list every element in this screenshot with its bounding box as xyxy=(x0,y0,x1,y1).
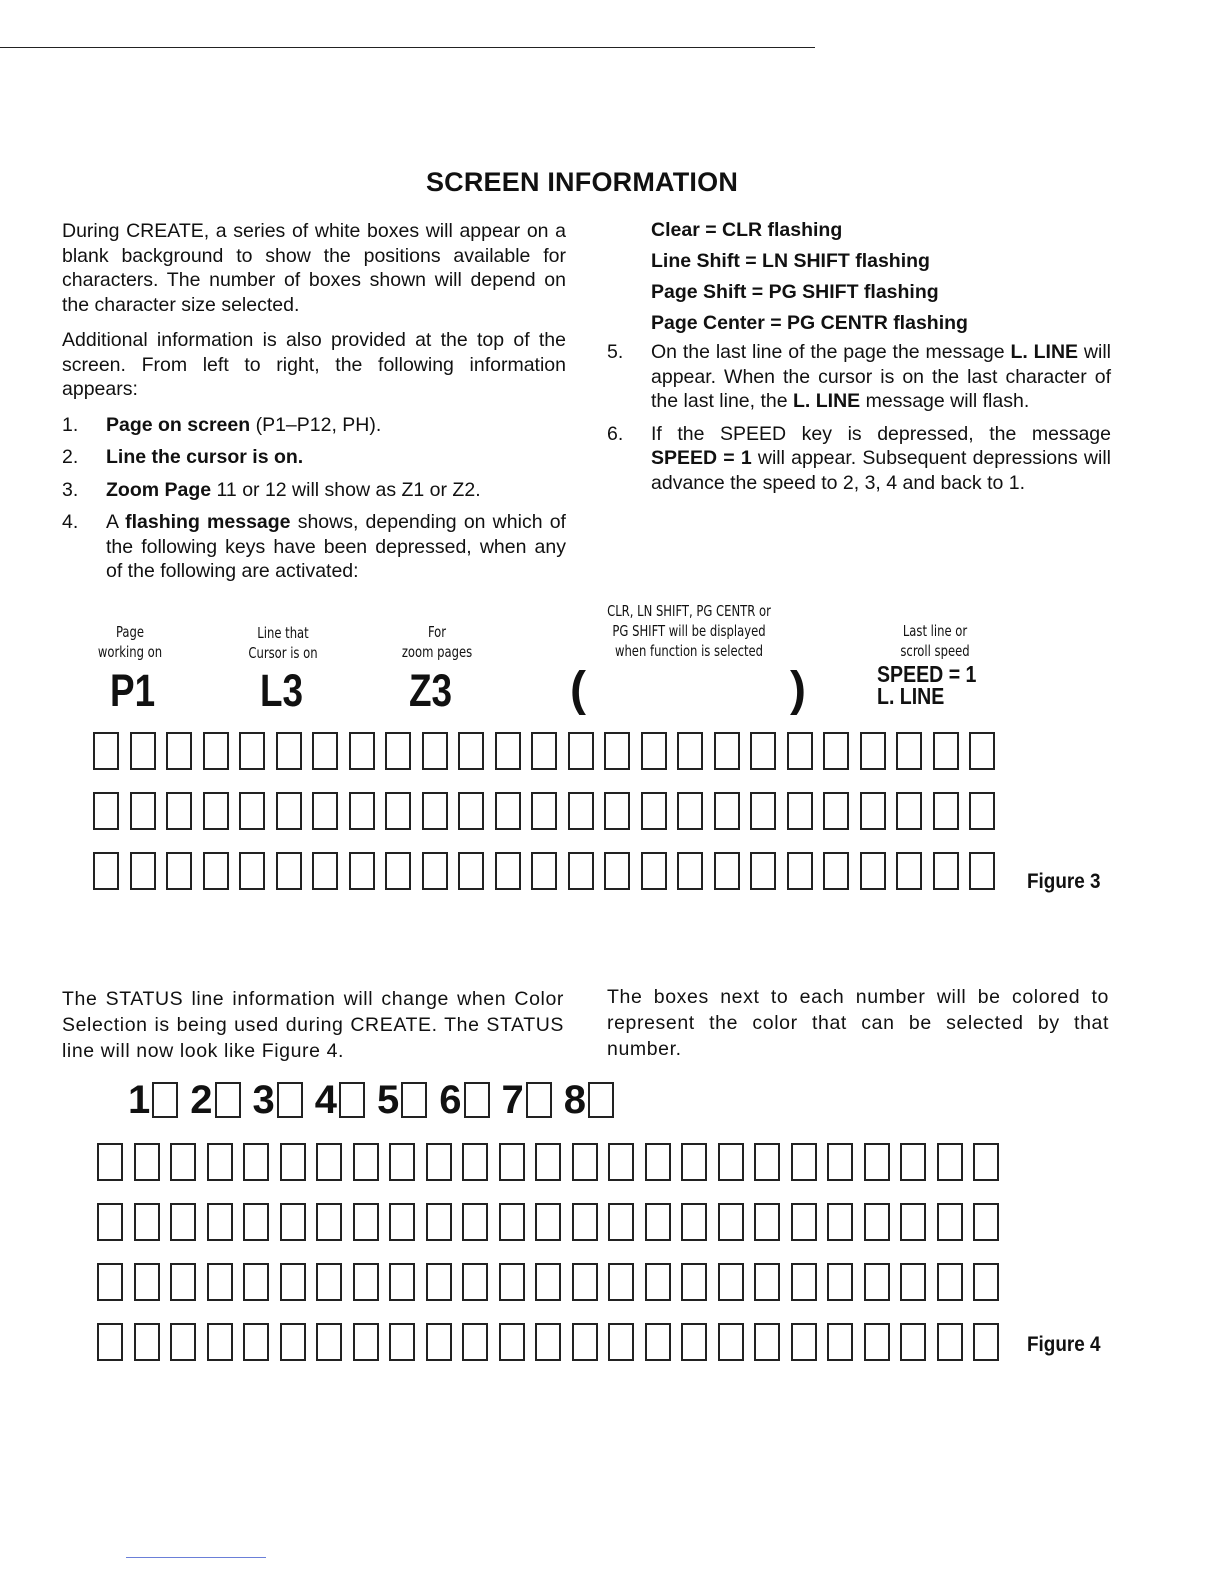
character-position-box xyxy=(243,1263,269,1301)
character-box-row xyxy=(93,732,1006,770)
character-position-box xyxy=(97,1263,123,1301)
character-position-box xyxy=(499,1143,525,1181)
character-position-box xyxy=(750,732,776,770)
character-position-box xyxy=(134,1203,160,1241)
character-box-row xyxy=(97,1323,1010,1361)
character-position-box xyxy=(641,792,667,830)
character-position-box xyxy=(608,1203,634,1241)
color-slot: 6 xyxy=(439,1078,489,1122)
last-line-indicator: L. LINE xyxy=(877,683,945,709)
character-position-box xyxy=(531,732,557,770)
speed-indicator: SPEED = 1 xyxy=(877,661,977,687)
top-rule xyxy=(0,47,815,48)
page-title: SCREEN INFORMATION xyxy=(425,167,739,197)
character-position-box xyxy=(969,852,995,890)
character-position-box xyxy=(681,1143,707,1181)
character-position-box xyxy=(896,732,922,770)
character-position-box xyxy=(681,1323,707,1361)
character-position-box xyxy=(389,1323,415,1361)
character-position-box xyxy=(239,732,265,770)
open-paren: ( xyxy=(570,663,586,716)
character-position-box xyxy=(969,792,995,830)
info-list xyxy=(62,413,566,584)
character-position-box xyxy=(462,1263,488,1301)
character-position-box xyxy=(572,1203,598,1241)
character-position-box xyxy=(641,852,667,890)
character-position-box xyxy=(718,1323,744,1361)
character-position-box xyxy=(499,1263,525,1301)
character-position-box xyxy=(754,1263,780,1301)
character-position-box xyxy=(787,792,813,830)
character-position-box xyxy=(677,852,703,890)
character-position-box xyxy=(827,1323,853,1361)
character-position-box xyxy=(860,852,886,890)
character-position-box xyxy=(93,732,119,770)
character-position-box xyxy=(754,1203,780,1241)
list-item: 1. Page on screen (P1–P12, PH). xyxy=(62,413,382,436)
character-box-row xyxy=(97,1143,1010,1181)
character-position-box xyxy=(969,732,995,770)
character-position-box xyxy=(531,852,557,890)
color-slot: 1 xyxy=(128,1078,178,1122)
character-box-row xyxy=(93,852,1006,890)
character-position-box xyxy=(207,1263,233,1301)
character-position-box xyxy=(389,1143,415,1181)
character-position-box xyxy=(827,1203,853,1241)
character-position-box xyxy=(608,1143,634,1181)
character-position-box xyxy=(243,1143,269,1181)
definition-clear: Clear = CLR flashing xyxy=(651,219,843,241)
character-position-box xyxy=(426,1263,452,1301)
figure-3-label: Figure 3 xyxy=(1027,870,1101,893)
character-position-box xyxy=(641,732,667,770)
character-position-box xyxy=(134,1143,160,1181)
list-item: 2. Line the cursor is on. xyxy=(62,446,304,468)
character-position-box xyxy=(276,732,302,770)
character-position-box xyxy=(499,1203,525,1241)
color-swatch xyxy=(339,1082,365,1118)
character-position-box xyxy=(458,792,484,830)
character-position-box xyxy=(495,792,521,830)
character-position-box xyxy=(495,852,521,890)
character-position-box xyxy=(499,1323,525,1361)
character-position-box xyxy=(900,1323,926,1361)
character-position-box xyxy=(389,1263,415,1301)
character-position-box xyxy=(718,1143,744,1181)
list-item: 3. Zoom Page 11 or 12 will show as Z1 or Z2. xyxy=(62,478,481,501)
character-position-box xyxy=(312,852,338,890)
character-position-box xyxy=(203,732,229,770)
character-position-box xyxy=(787,732,813,770)
character-position-box xyxy=(166,792,192,830)
character-position-box xyxy=(316,1143,342,1181)
color-swatch xyxy=(152,1082,178,1118)
character-position-box xyxy=(207,1143,233,1181)
zoom-indicator: Z3 xyxy=(409,665,453,716)
character-position-box xyxy=(900,1203,926,1241)
character-position-box xyxy=(933,852,959,890)
close-paren: ) xyxy=(790,663,806,716)
figure-4-label: Figure 4 xyxy=(1027,1333,1101,1356)
character-position-box xyxy=(280,1203,306,1241)
character-position-box xyxy=(791,1323,817,1361)
character-position-box xyxy=(827,1263,853,1301)
caption-zoom: For zoom pages xyxy=(401,623,473,661)
character-position-box xyxy=(754,1323,780,1361)
character-position-box xyxy=(608,1263,634,1301)
character-position-box xyxy=(422,732,448,770)
character-position-box xyxy=(645,1263,671,1301)
character-position-box xyxy=(572,1263,598,1301)
character-position-box xyxy=(681,1203,707,1241)
color-swatch xyxy=(526,1082,552,1118)
character-position-box xyxy=(349,792,375,830)
character-position-box xyxy=(973,1323,999,1361)
character-position-box xyxy=(495,732,521,770)
character-position-box xyxy=(937,1203,963,1241)
color-slot: 7 xyxy=(502,1078,552,1122)
character-position-box xyxy=(462,1323,488,1361)
character-position-box xyxy=(170,1323,196,1361)
character-position-box xyxy=(900,1143,926,1181)
character-position-box xyxy=(677,732,703,770)
character-position-box xyxy=(900,1263,926,1301)
character-position-box xyxy=(933,792,959,830)
list-item: 6. If the SPEED key is depressed, the message SPEED = 1 will appear. Subsequent depressions will advance the speed to 2, 3, 4 and back to 1. xyxy=(607,422,1111,494)
character-position-box xyxy=(93,852,119,890)
character-position-box xyxy=(568,852,594,890)
character-position-box xyxy=(718,1263,744,1301)
character-position-box xyxy=(130,792,156,830)
color-slot: 5 xyxy=(377,1078,427,1122)
character-position-box xyxy=(426,1143,452,1181)
character-position-box xyxy=(385,852,411,890)
character-position-box xyxy=(93,792,119,830)
character-position-box xyxy=(608,1323,634,1361)
character-position-box xyxy=(827,1143,853,1181)
character-position-box xyxy=(280,1143,306,1181)
page-indicator: P1 xyxy=(110,665,156,716)
character-position-box xyxy=(896,792,922,830)
character-position-box xyxy=(312,792,338,830)
character-position-box xyxy=(353,1263,379,1301)
character-position-box xyxy=(937,1263,963,1301)
character-position-box xyxy=(170,1143,196,1181)
list-item: 5. On the last line of the page the message L. LINE will appear. When the cursor is on the last character of the last line, the L. LINE message will flash. xyxy=(607,341,1112,412)
character-position-box xyxy=(535,1323,561,1361)
character-position-box xyxy=(754,1143,780,1181)
character-position-box xyxy=(203,852,229,890)
color-swatch xyxy=(277,1082,303,1118)
character-position-box xyxy=(130,732,156,770)
caption-page: Page working on xyxy=(97,623,163,661)
character-position-box xyxy=(462,1203,488,1241)
flashing-definitions xyxy=(651,216,1111,340)
caption-last-line: Last line or scroll speed xyxy=(900,622,970,660)
character-position-box xyxy=(604,792,630,830)
character-position-box xyxy=(714,792,740,830)
character-position-box xyxy=(353,1323,379,1361)
character-position-box xyxy=(166,732,192,770)
character-position-box xyxy=(134,1263,160,1301)
character-position-box xyxy=(864,1143,890,1181)
caption-line: Line that Cursor is on xyxy=(248,624,318,662)
character-box-row xyxy=(97,1263,1010,1301)
color-slot: 2 xyxy=(190,1078,240,1122)
character-position-box xyxy=(791,1263,817,1301)
character-position-box xyxy=(426,1323,452,1361)
character-position-box xyxy=(572,1323,598,1361)
character-position-box xyxy=(791,1203,817,1241)
character-position-box xyxy=(937,1143,963,1181)
bottom-rule xyxy=(126,1557,266,1558)
character-position-box xyxy=(572,1143,598,1181)
character-position-box xyxy=(170,1263,196,1301)
left-column xyxy=(62,219,566,592)
character-position-box xyxy=(645,1143,671,1181)
character-position-box xyxy=(823,732,849,770)
character-position-box xyxy=(276,852,302,890)
character-position-box xyxy=(714,732,740,770)
character-box-row xyxy=(93,792,1006,830)
character-position-box xyxy=(604,732,630,770)
character-position-box xyxy=(207,1323,233,1361)
character-position-box xyxy=(823,852,849,890)
line-indicator: L3 xyxy=(260,665,304,716)
color-slot: 4 xyxy=(315,1078,365,1122)
character-position-box xyxy=(750,852,776,890)
character-position-box xyxy=(787,852,813,890)
character-position-box xyxy=(860,732,886,770)
character-position-box xyxy=(791,1143,817,1181)
character-position-box xyxy=(316,1323,342,1361)
color-swatch xyxy=(588,1082,614,1118)
character-position-box xyxy=(933,732,959,770)
character-position-box xyxy=(645,1203,671,1241)
character-position-box xyxy=(385,792,411,830)
character-position-box xyxy=(316,1263,342,1301)
character-position-box xyxy=(864,1203,890,1241)
box-color-paragraph: The boxes next to each number will be colored to represent the color that can be selected by that number. xyxy=(607,986,1109,1060)
character-position-box xyxy=(568,732,594,770)
character-position-box xyxy=(130,852,156,890)
character-position-box xyxy=(864,1263,890,1301)
character-position-box xyxy=(462,1143,488,1181)
info-list-continued xyxy=(607,340,1111,495)
color-selection-row xyxy=(128,1078,626,1122)
character-position-box xyxy=(349,732,375,770)
character-position-box xyxy=(134,1323,160,1361)
character-position-box xyxy=(389,1203,415,1241)
character-position-box xyxy=(203,792,229,830)
character-position-box xyxy=(276,792,302,830)
character-position-box xyxy=(896,852,922,890)
character-position-box xyxy=(243,1203,269,1241)
definition-line-shift: Line Shift = LN SHIFT flashing xyxy=(651,250,930,272)
character-position-box xyxy=(239,792,265,830)
color-slot: 8 xyxy=(564,1078,614,1122)
character-position-box xyxy=(280,1263,306,1301)
character-position-box xyxy=(718,1203,744,1241)
character-position-box xyxy=(239,852,265,890)
character-position-box xyxy=(207,1203,233,1241)
character-position-box xyxy=(316,1203,342,1241)
character-position-box xyxy=(353,1143,379,1181)
character-position-box xyxy=(535,1143,561,1181)
character-position-box xyxy=(531,792,557,830)
character-position-box xyxy=(166,852,192,890)
character-position-box xyxy=(458,852,484,890)
additional-info-paragraph: Additional information is also provided at the top of the screen. From left to right, the following information appears: xyxy=(62,329,566,400)
character-position-box xyxy=(714,852,740,890)
character-position-box xyxy=(243,1323,269,1361)
character-position-box xyxy=(170,1203,196,1241)
color-slot: 3 xyxy=(253,1078,303,1122)
character-position-box xyxy=(97,1203,123,1241)
character-position-box xyxy=(937,1323,963,1361)
character-position-box xyxy=(97,1143,123,1181)
right-column xyxy=(607,216,1111,503)
character-position-box xyxy=(422,852,448,890)
character-position-box xyxy=(973,1203,999,1241)
character-position-box xyxy=(973,1263,999,1301)
status-change-paragraph: The STATUS line information will change when Color Selection is being used during CREATE. The STATUS line will now look like Figure 4. xyxy=(62,988,564,1062)
character-position-box xyxy=(422,792,448,830)
color-swatch xyxy=(215,1082,241,1118)
character-position-box xyxy=(353,1203,379,1241)
character-position-box xyxy=(458,732,484,770)
character-position-box xyxy=(973,1143,999,1181)
character-position-box xyxy=(750,792,776,830)
character-position-box xyxy=(864,1323,890,1361)
character-position-box xyxy=(535,1263,561,1301)
color-swatch xyxy=(464,1082,490,1118)
color-swatch xyxy=(401,1082,427,1118)
character-position-box xyxy=(385,732,411,770)
character-position-box xyxy=(677,792,703,830)
definition-page-shift: Page Shift = PG SHIFT flashing xyxy=(651,281,939,303)
character-position-box xyxy=(645,1323,671,1361)
character-position-box xyxy=(535,1203,561,1241)
character-position-box xyxy=(604,852,630,890)
caption-function: CLR, LN SHIFT, PG CENTR or PG SHIFT will be displayed when function is selected xyxy=(607,602,771,660)
character-position-box xyxy=(312,732,338,770)
character-position-box xyxy=(426,1203,452,1241)
character-position-box xyxy=(823,792,849,830)
definition-page-center: Page Center = PG CENTR flashing xyxy=(651,312,968,334)
character-box-row xyxy=(97,1203,1010,1241)
character-position-box xyxy=(280,1323,306,1361)
character-position-box xyxy=(349,852,375,890)
character-position-box xyxy=(681,1263,707,1301)
character-position-box xyxy=(568,792,594,830)
list-item: 4. A flashing message shows, depending on which of the following keys have been depressed, when any of the following are activated: xyxy=(62,511,566,582)
character-position-box xyxy=(860,792,886,830)
intro-paragraph: During CREATE, a series of white boxes will appear on a blank background to show the positions available for characters. The number of boxes shown will depend on the character size selected. xyxy=(62,220,566,316)
character-position-box xyxy=(97,1323,123,1361)
